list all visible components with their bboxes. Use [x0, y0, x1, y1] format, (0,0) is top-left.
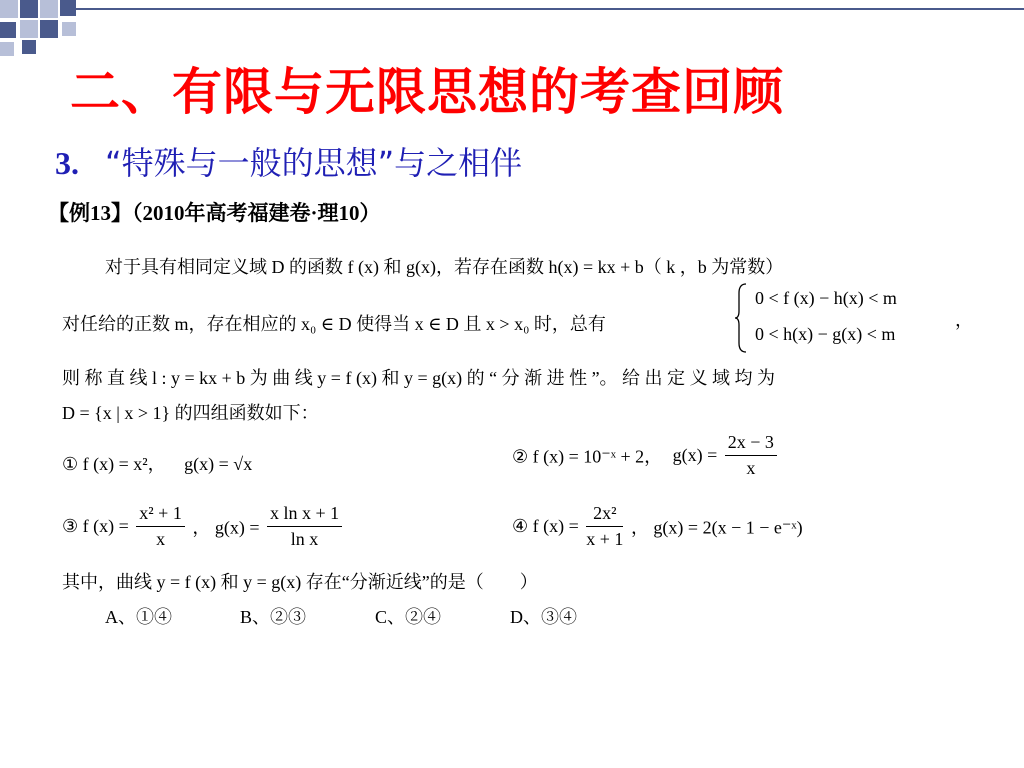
answer-c: C、②④ — [375, 607, 442, 627]
system-line-1: 0 < f (x) − h(x) < m — [755, 288, 897, 308]
decorative-squares — [0, 0, 1024, 60]
option-1-g: g(x) = √x — [184, 454, 253, 474]
option-3-f-prefix: ③ f (x) = — [62, 516, 129, 536]
question-line: 其中，曲线 y = f (x) 和 y = g(x) 存在“分渐近线”的是（ ） — [62, 572, 538, 592]
option-1 — [62, 450, 252, 476]
option-2 — [512, 432, 780, 479]
system-brace — [735, 283, 747, 353]
section-subtitle — [55, 138, 522, 184]
option-3-f-denominator: x — [156, 529, 166, 549]
option-3-f-numerator: x² + 1 — [136, 503, 185, 527]
subtitle-text: “特殊与一般的思想”与之相伴 — [105, 144, 523, 182]
option-4-f-numerator: 2x² — [586, 503, 623, 527]
paragraph-line-3: 则 称 直 线 l : y = kx + b 为 曲 线 y = f (x) 和 y = g(x) 的 “ 分 渐 进 性 ”。 给 出 定 义 域 均 为 — [62, 368, 776, 388]
option-3-g-fraction — [267, 503, 342, 550]
answer-d: D、③④ — [510, 607, 577, 627]
subtitle-number: 3. — [55, 145, 79, 181]
option-1-f: ① f (x) = x²， — [62, 454, 166, 474]
option-4-f-denominator: x + 1 — [586, 529, 624, 549]
paragraph-line-1: 对于具有相同定义域 D 的函数 f (x) 和 g(x)，若存在函数 h(x) = kx + b（ k ，b 为常数） — [105, 257, 784, 277]
option-2-f: ② f (x) = 10⁻ˣ + 2， — [512, 446, 663, 467]
option-2-g-prefix: g(x) = — [672, 445, 718, 465]
option-2-g-denominator: x — [746, 458, 756, 478]
option-2-g-numerator: 2x − 3 — [725, 432, 777, 456]
option-4 — [512, 503, 803, 550]
option-3-g-denominator: ln x — [290, 529, 319, 549]
page-title: 二、有限与无限思想的考查回顾 — [70, 63, 784, 121]
system-comma: ， — [955, 310, 973, 330]
answer-a: A、①④ — [105, 607, 172, 627]
option-4-f-fraction — [586, 503, 623, 550]
option-3-g-prefix: ， g(x) = — [192, 517, 260, 538]
option-2-g-fraction — [725, 432, 777, 479]
paragraph-line-2: 对任给的正数 m，存在相应的 x₀ ∈ D 使得当 x ∈ D 且 x > x₀ 时，总有 — [62, 314, 606, 334]
option-3-g-numerator: x ln x + 1 — [267, 503, 342, 527]
paragraph-line-4: D = {x | x > 1} 的四组函数如下： — [62, 403, 319, 423]
system-line-2: 0 < h(x) − g(x) < m — [755, 324, 896, 344]
option-4-f-prefix: ④ f (x) = — [512, 516, 579, 536]
option-3-f-fraction — [136, 503, 185, 550]
option-4-g: ， g(x) = 2(x − 1 − e⁻ˣ) — [630, 517, 803, 538]
answer-b: B、②③ — [240, 607, 307, 627]
example-label: 【例13】（2010年高考福建卷·理10） — [48, 201, 381, 225]
option-3 — [62, 503, 345, 550]
